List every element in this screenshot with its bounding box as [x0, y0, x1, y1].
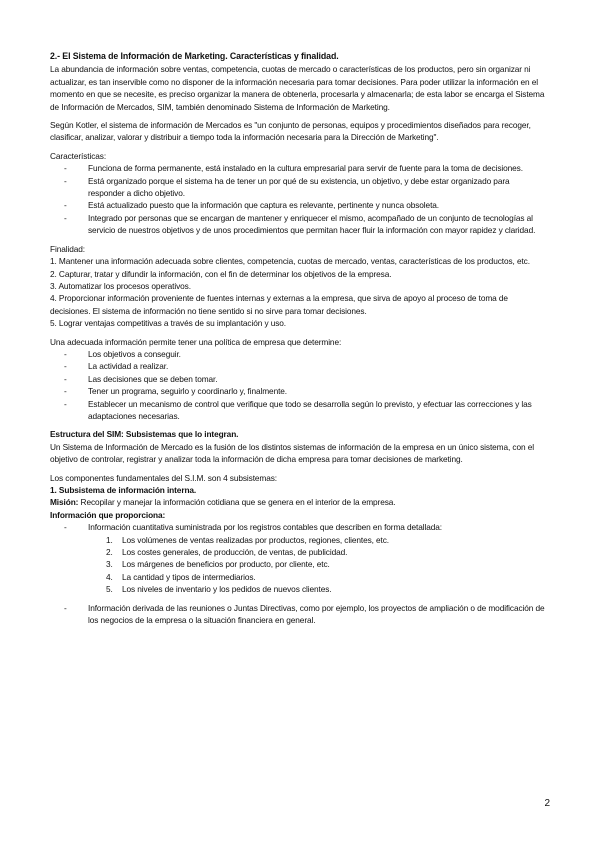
- finalidad-item: 4. Proporcionar información proveniente de fuentes internas y externas a la empresa, que sirva de apoyo al proceso de toma de decisiones. El sistema de información no tiene sentido si no sirve para tomar decisiones.: [50, 293, 508, 316]
- politica-list: [50, 348, 545, 422]
- finalidad-item: 3. Automatizar los procesos operativos.: [50, 280, 191, 291]
- list-item: - Información derivada de las reuniones o Juntas Directivas, como por ejemplo, los proyectos de ampliación o de modificación de los negocios de la empresa o la situación financiera en general.: [50, 602, 545, 627]
- list-item: - Integrado por personas que se encargan de mantener y enriquecer el mismo, acompañado de un conjunto de tecnologías al servicio de nuestros objetivos y de unos procedimientos que permitan hacer fluir la información con mayor rapidez y claridad.: [50, 212, 545, 237]
- info-list: [50, 521, 545, 533]
- estructura-heading: Estructura del SIM: Subsistemas que lo integran.: [50, 429, 239, 440]
- list-item: - Establecer un mecanismo de control que verifique que todo se desarrolla según lo previsto, y efectuar las correcciones y las adaptaciones necesarias.: [50, 398, 545, 423]
- estructura-paragraph: Un Sistema de Información de Mercado es la fusión de los distintos sistemas de información de la empresa en un único sistema, con el objetivo de controlar, registrar y analizar toda la información de dicha empresa para tomar decisiones de marketing.: [50, 441, 534, 465]
- numbered-item: [50, 571, 545, 583]
- list-item: - Tener un programa, seguirlo y coordinarlo y, finalmente.: [50, 385, 545, 397]
- subsistema-title: 1. Subsistema de información interna.: [50, 485, 197, 495]
- finalidad-item: 5. Lograr ventajas competitivas a través de su implantación y uso.: [50, 318, 286, 329]
- mision-line: [50, 496, 545, 508]
- caracteristicas-list: [50, 162, 545, 236]
- numbered-item: [50, 534, 545, 546]
- list-item: - Las decisiones que se deben tomar.: [50, 373, 545, 385]
- item-text: Los niveles de inventario y los pedidos de nuevos clientes.: [122, 584, 332, 595]
- finalidad-item: 1. Mantener una información adecuada sobre clientes, competencia, cuotas de mercado, ventas, características de los productos, etc.: [50, 256, 530, 267]
- mision-text: Recopilar y manejar la información cotidiana que se genera en el interior de la empresa.: [78, 497, 396, 508]
- item-text: Los márgenes de beneficios por producto, por cliente, etc.: [122, 559, 330, 570]
- list-item: - La actividad a realizar.: [50, 360, 545, 372]
- item-text: Los costes generales, de producción, de ventas, de publicidad.: [122, 547, 348, 558]
- politica-heading: Una adecuada información permite tener una política de empresa que determine:: [50, 336, 342, 347]
- info-heading: Información que proporciona:: [50, 509, 166, 520]
- finalidad-item: 2. Capturar, tratar y difundir la información, con el fin de determinar los objetivos de la empresa.: [50, 268, 392, 279]
- numbered-list: [50, 534, 545, 596]
- item-number: 5.: [106, 584, 113, 595]
- kotler-paragraph: Según Kotler, el sistema de información de Mercados es "un conjunto de personas, equipos y procedimientos diseñados para recoger, clasificar, analizar, valorar y distribuir a tiempo toda la información necesaria para la Dirección de Marketing".: [50, 120, 531, 143]
- finalidad-heading: Finalidad:: [50, 243, 85, 254]
- numbered-item: [50, 583, 545, 595]
- numbered-item: [50, 546, 545, 558]
- list-item: - Está actualizado puesto que la información que captura es relevante, pertinente y nunca obsoleta.: [50, 199, 545, 211]
- caracteristicas-heading: Características:: [50, 150, 107, 161]
- item-text: La cantidad y tipos de intermediarios.: [122, 571, 256, 582]
- section-title: 2.- El Sistema de Información de Marketing. Características y finalidad.: [50, 51, 339, 61]
- item-number: 1.: [106, 534, 113, 545]
- page-number: 2: [544, 798, 550, 809]
- info-list-2: [50, 602, 545, 627]
- numbered-item: [50, 558, 545, 570]
- document-page: [50, 50, 545, 626]
- intro-paragraph: La abundancia de información sobre ventas, competencia, cuotas de mercado o características de los productos, pero sin organizar ni actualizar, es tan inservible como no disponer de la información necesaria para tomar decisiones. Para poder utilizar la información en el momento en que se necesite, es preciso organizar la manera de obtenerla, procesarla y almacenarla; de esta labor se encarga el Sistema de Información de Mercados, SIM, también denominado Sistema de Información de Marketing.: [50, 64, 545, 112]
- item-text: Los volúmenes de ventas realizadas por productos, regiones, clientes, etc.: [122, 534, 390, 545]
- list-item: - Funciona de forma permanente, está instalado en la cultura empresarial para servir de fuente para la toma de decisiones.: [50, 162, 545, 174]
- item-number: 4.: [106, 571, 113, 582]
- list-item: - Está organizado porque el sistema ha de tener un por qué de su existencia, un objetivo, y debe estar organizado para responder a dicho objetivo.: [50, 175, 545, 200]
- componentes-intro: Los componentes fundamentales del S.I.M. son 4 subsistemas:: [50, 472, 278, 483]
- list-item: - Información cuantitativa suministrada por los registros contables que describen en forma detallada:: [50, 521, 545, 533]
- mision-label: Misión:: [50, 497, 79, 508]
- item-number: 3.: [106, 559, 113, 570]
- list-item: - Los objetivos a conseguir.: [50, 348, 545, 360]
- item-number: 2.: [106, 547, 113, 558]
